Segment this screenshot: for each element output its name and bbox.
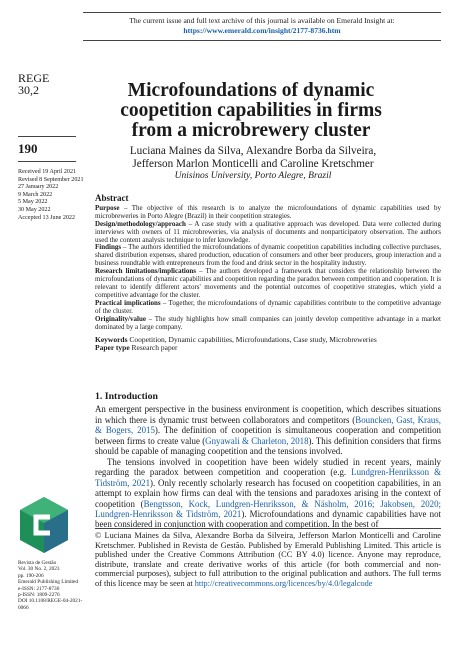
journal-url-link[interactable]: https://www.emerald.com/insight/2177-8736.htm — [183, 26, 341, 35]
date-line: Accepted 13 June 2022 — [18, 214, 76, 221]
keywords-label: Keywords — [95, 335, 128, 345]
abstract-item — [95, 205, 441, 221]
date-line: 30 May 2022 — [18, 206, 51, 213]
pubinfo-line: Vol. 30 No. 2, 2023 — [18, 566, 60, 573]
date-line: Revised 8 September 2021 — [18, 176, 84, 183]
abstract-item — [95, 244, 441, 268]
paragraph-text: An emergent perspective in the business environment is coopetition, which describes situations in which there is dynamic trust between collaborators and competitors ( — [95, 404, 441, 425]
abstract-item-text: – The study highlights how small companies can jointly develop competitive advantage in a market dominated by a large company. — [95, 314, 441, 331]
pubinfo-line: pp. 190-206 — [18, 572, 44, 579]
citation-link[interactable]: Bouncken, Gast, Kraus, & Bogers, 2015 — [95, 414, 442, 436]
submission-dates — [18, 169, 84, 222]
paragraph-text: ). Microfoundations and dynamic capabilities have not been considered in conjunction with cooperation and competition. In the best of — [95, 508, 442, 530]
introduction-heading: 1. Introduction — [95, 391, 158, 402]
abstract-item-label: Practical implications — [95, 298, 161, 307]
affiliation: Unisinos University, Porto Alegre, Brazil — [174, 171, 332, 181]
abstract-item-text: – Together, the microfoundations of dynamic capabilities contribute to the competitive advantage of the cluster. — [95, 298, 441, 315]
keywords-text: Coopetition, Dynamic capabilities, Microfoundations, Case study, Microbreweries — [127, 335, 377, 345]
citation-link[interactable]: Bengtsson, Kock, Lundgren-Henriksson, & Näsholm, 2016; Jakobsen, 2020; Lundgren-Henriksson & Tidström, 2021 — [95, 498, 441, 519]
date-line: Received 19 April 2021 — [18, 169, 77, 175]
introduction-paragraph-1 — [95, 404, 441, 456]
authors-line: Luciana Maines da Silva, Alexandre Borba da Silveira, — [129, 145, 377, 157]
citation-link[interactable]: Gnyawali & Charleton, 2018 — [205, 435, 309, 446]
licence-link[interactable]: http://creativecommons.org/licences/by/4.0/legalcode — [194, 578, 373, 588]
abstract-item-text: – The authors identified the microfoundations of dynamic coopetition capabilities including collective purchases, shared distribution expenses, shared production, education of consumers and other beer producers, group interaction and a business roundtable with entrepreneurs from the food and drink sector in the hospitality industry. — [95, 243, 441, 268]
archive-notice-text: The current issue and full text archive of this journal is available on Emerald Insight at: — [129, 16, 395, 25]
header-top-rule — [83, 12, 441, 13]
abstract-heading: Abstract — [95, 193, 129, 203]
pubinfo-line: Emerald Publishing Limited — [18, 579, 79, 586]
page-number-top-rule — [18, 136, 76, 137]
pubinfo-line: e-ISSN: 2177-8736 — [18, 585, 60, 592]
introduction-paragraph-2 — [95, 457, 441, 530]
abstract — [95, 195, 441, 352]
paragraph-text: The tensions involved in coopetition have been widely studied in recent years, mainly regarding the paradox between competition and cooperation (e.g. — [95, 456, 441, 478]
article-title: Microfoundations of dynamic coopetition capabilities in firms from a microbrewery cluster — [120, 80, 382, 141]
paper-type-text: Research paper — [129, 343, 178, 353]
abstract-item — [95, 316, 441, 332]
abstract-item-label: Research limitations/implications — [95, 267, 196, 276]
publication-info — [18, 560, 88, 611]
pubinfo-line: p-ISSN: 1809-2276 — [18, 592, 60, 599]
doi-link[interactable]: DOI 10.1108/REGE-04-2021-0066 — [18, 598, 83, 611]
abstract-item-label: Originality/value — [95, 314, 146, 323]
abstract-item-text: – The authors developed a framework that considers the relationship between the microfoundations of dynamic capabilities and coopetition regarding the paradox between competition and cooperation. It is relevant to identify different actors' movements and the potential outcomes of coopetitive strategies, which yield a competitive advantage for the cluster. — [95, 267, 441, 299]
introduction-section — [95, 392, 441, 530]
pubinfo-line: Revista de Gestão — [18, 560, 57, 566]
footnote-rule — [95, 528, 441, 529]
citation-link[interactable]: Lundgren-Henriksson & Tidström, 2021 — [95, 467, 441, 488]
paper-type — [95, 344, 441, 352]
paper-type-label: Paper type — [95, 343, 130, 353]
abstract-item — [95, 221, 441, 245]
copyright-footnote — [95, 531, 441, 589]
abstract-item-label: Design/methodology/approach — [95, 219, 186, 228]
abstract-item — [95, 300, 441, 316]
journal-name: REGE — [18, 71, 50, 85]
abstract-item-text: – A case study with a qualitative approach was developed. Data were collected during interviews with owners of 11 microbreweries, via analysis of documents and nonparticipatory observation. The authors used the content analysis technique to infer knowledge. — [95, 219, 441, 244]
abstract-item — [95, 268, 441, 300]
page-number-bottom-rule — [18, 161, 76, 162]
paragraph-text: ). This definition considers that firms should be capable of managing coopetition and the tensions involved. — [95, 435, 441, 457]
journal-id — [18, 72, 49, 96]
archive-notice — [83, 16, 441, 36]
paragraph-text: ). Only recently scholarly research has focused on coopetition capabilities, in an attempt to explain how firms can deal with the tensions and paradoxes arising in the context of coopetition ( — [95, 477, 441, 509]
authors-line: Jefferson Marlon Monticelli and Caroline Kretschmer — [132, 158, 374, 170]
date-line: 5 May 2022 — [18, 199, 48, 206]
author-list — [110, 145, 396, 171]
journal-logo — [16, 495, 72, 555]
page-number: 190 — [18, 141, 38, 156]
abstract-item-text: – The objective of this research is to analyze the microfoundations of dynamic capabilities used by microbreweries in Porto Alegre (Brazil) in their coopetition strategies. — [95, 203, 441, 220]
paragraph-text: ). The definition of coopetition is simultaneous cooperation and competition between firms to create value ( — [95, 425, 441, 446]
date-line: 27 January 2022 — [18, 184, 59, 191]
abstract-item-label: Findings — [95, 243, 122, 252]
date-line: 9 March 2022 — [18, 191, 53, 198]
abstract-item-label: Purpose — [95, 203, 120, 212]
journal-volume: 30,2 — [18, 83, 39, 97]
copyright-text: © Luciana Maines da Silva, Alexandre Borba da Silveira, Jefferson Marlon Monticelli and Caroline Kretschmer. Published in Revista de Gestão. Published by Emerald Publishing Limited. This article is published under the Creative Commons Attribution (CC BY 4.0) licence. Anyone may reproduce, distribute, translate and create derivative works of this article (for both commercial and non-commercial purposes), subject to full attribution to the original publication and authors. The full terms of this licence may be seen at — [95, 531, 441, 588]
header-bottom-rule — [83, 40, 441, 41]
